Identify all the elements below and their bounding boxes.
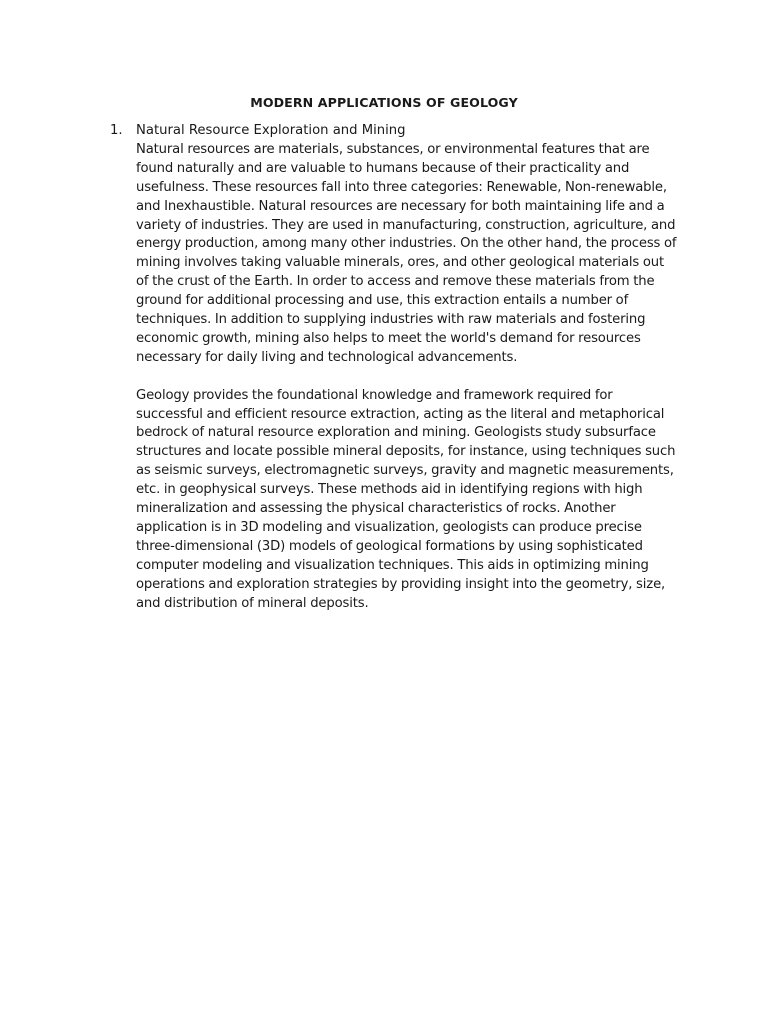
list-item — [110, 122, 680, 614]
paragraph-geology-role: Geology provides the foundational knowledge and framework required for successful and efficient resource extraction, acting as the literal and metaphorical bedrock of natural resource exploration and mining. Geologists study subsurface structures and locate possible mineral deposits, for instance, using techniques such as seismic surveys, electromagnetic surveys, gravity and magnetic measurements, etc. in geophysical surveys. These methods aid in identifying regions with high mineralization and assessing the physical characteristics of rocks. Another application is in 3D modeling and visualization, geologists can produce precise three-dimensional (3D) models of geological formations by using sophisticated computer modeling and visualization techniques. This aids in optimizing mining operations and exploration strategies by providing insight into the geometry, size, and distribution of mineral deposits. — [136, 387, 676, 611]
paragraph-resources-mining: Natural resources are materials, substances, or environmental features that are found naturally and are valuable to humans because of their practicality and usefulness. These resources fall into three categories: Renewable, Non-renewable, and Inexhaustible. Natural resources are necessary for both maintaining life and a variety of industries. They are used in manufacturing, construction, agriculture, and energy production, among many other industries. On the other hand, the process of mining involves taking valuable minerals, ores, and other geological materials out of the crust of the Earth. In order to access and remove these materials from the ground for additional processing and use, this extraction entails a number of techniques. In addition to supplying industries with raw materials and fostering economic growth, mining also helps to meet the world's demand for resources necessary for daily living and technological advancements. — [136, 141, 677, 365]
numbered-list — [110, 122, 680, 614]
document-title: MODERN APPLICATIONS OF GEOLOGY — [250, 95, 518, 110]
list-item-number: 1. — [110, 123, 123, 138]
section-heading: Natural Resource Exploration and Mining — [136, 123, 406, 138]
